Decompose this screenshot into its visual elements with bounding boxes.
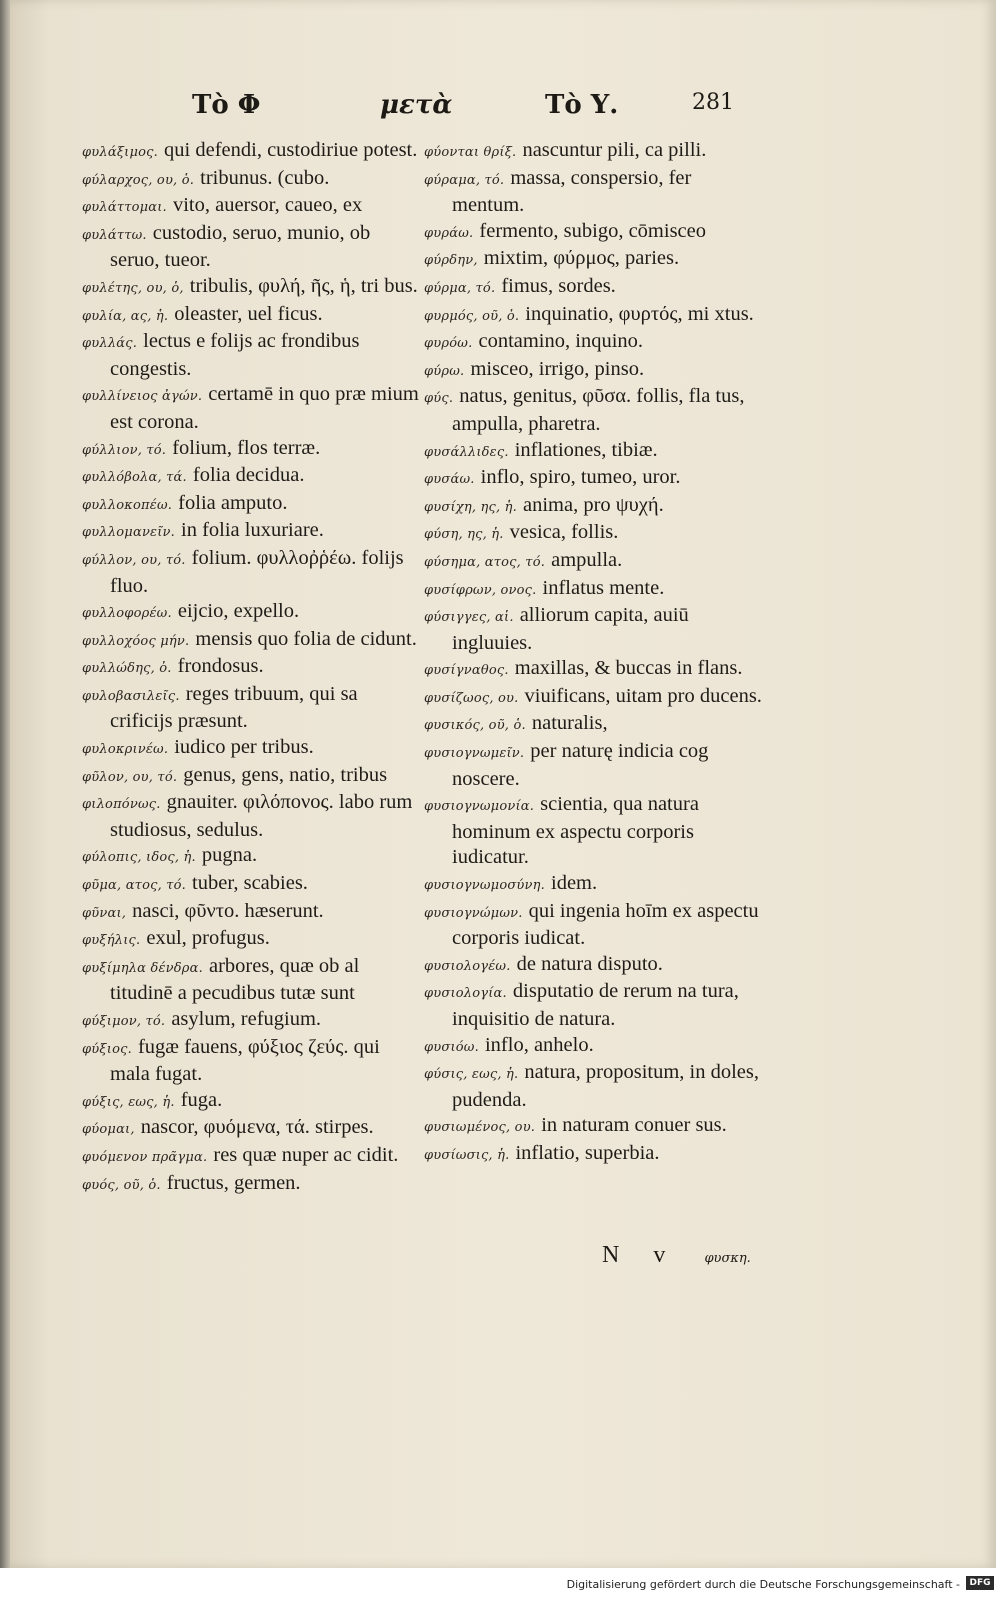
left-column	[82, 138, 422, 1198]
dictionary-entry	[424, 357, 762, 385]
latin-definition: disputatio de rerum na tura, inquisitio de natura.	[452, 980, 739, 1030]
latin-definition: eijcio, expello.	[177, 600, 300, 623]
latin-definition: nascuntur pili, ca pilli.	[522, 139, 707, 161]
latin-definition: folium, flos terræ.	[172, 436, 321, 459]
greek-headword: φύονται θρίξ.	[424, 145, 517, 160]
latin-definition: de natura disputo.	[516, 952, 663, 975]
dictionary-entry	[82, 599, 422, 627]
latin-definition: res quæ nuper ac cidit.	[213, 1143, 399, 1166]
dictionary-entry	[424, 603, 762, 656]
latin-definition: anima, pro ψυχή.	[523, 493, 664, 516]
latin-definition: exul, profugus.	[146, 927, 270, 950]
dictionary-entry	[424, 1060, 762, 1113]
dictionary-entry	[82, 1007, 422, 1035]
latin-definition: qui ingenia hoīm ex aspectu corporis iudicat.	[452, 899, 759, 950]
dictionary-entry	[82, 546, 422, 599]
dictionary-entry	[82, 1143, 422, 1171]
greek-headword: φυσίφρων, ονος.	[424, 582, 537, 598]
dictionary-entry	[424, 684, 762, 712]
greek-headword: φυλλίνειος ἀγών.	[82, 389, 203, 405]
greek-headword: φυσίχη, ης, ἡ.	[424, 499, 517, 515]
greek-headword: φυρόω.	[424, 336, 473, 352]
latin-definition: arbores, quæ ob al titudinē a pecudibus tutæ sunt	[110, 954, 360, 1005]
dictionary-entry	[424, 548, 762, 576]
dictionary-entry	[82, 790, 422, 843]
dictionary-entry	[424, 899, 762, 952]
dictionary-entry	[82, 926, 422, 954]
greek-headword: φῦμα, ατος, τό.	[82, 878, 186, 894]
latin-definition: in folia luxuriare.	[181, 519, 324, 542]
greek-headword: φυσιογνωμονία.	[424, 799, 535, 815]
latin-definition: tribulis, φυλή, ῆς, ἡ, tri bus.	[189, 274, 418, 297]
dictionary-entry	[82, 843, 422, 871]
greek-headword: φυσιογνώμων.	[424, 905, 523, 921]
greek-headword: φυσιογνωμεῖν.	[424, 746, 525, 762]
greek-headword: φυλία, ας, ἡ.	[82, 308, 169, 324]
page-footer	[602, 1242, 782, 1272]
dictionary-entry	[82, 735, 422, 763]
dictionary-entry	[82, 436, 422, 464]
latin-definition: frondosus.	[177, 655, 264, 678]
dfg-logo: DFG	[966, 1576, 994, 1590]
dictionary-entry	[424, 952, 762, 980]
greek-headword: φυόμενον πρᾶγμα.	[82, 1149, 208, 1165]
dictionary-entry	[82, 463, 422, 491]
greek-headword: φύς.	[424, 391, 454, 407]
latin-definition: nasci, φῦντο. hæserunt.	[132, 899, 324, 922]
latin-definition: per naturę indicia cog noscere.	[452, 740, 709, 790]
dictionary-entry	[424, 302, 762, 330]
dictionary-entry	[82, 1035, 422, 1088]
book-page	[10, 0, 996, 1568]
greek-headword: φυλοκρινέω.	[82, 742, 169, 758]
latin-definition: natura, propositum, in doles, pudenda.	[452, 1061, 760, 1111]
latin-definition: ampulla.	[551, 548, 623, 571]
greek-headword: φυλλώδης, ὁ.	[82, 661, 172, 677]
greek-headword: φυλοβασιλεῖς.	[82, 688, 180, 704]
greek-headword: φύση, ης, ἡ.	[424, 527, 504, 543]
greek-headword: φυξίμηλα δένδρα.	[82, 960, 203, 976]
greek-headword: φύξις, εως, ἡ.	[82, 1094, 175, 1110]
dictionary-entry	[424, 1033, 762, 1061]
latin-definition: asylum, refugium.	[171, 1008, 322, 1030]
dictionary-entry	[82, 138, 422, 166]
latin-definition: pugna.	[201, 844, 258, 867]
dictionary-entry	[424, 493, 762, 521]
greek-headword: φῦλον, ου, τό.	[82, 769, 178, 785]
greek-headword: φυσιολογέω.	[424, 958, 511, 974]
latin-definition: folium. φυλλοῤῥέω. folijs fluo.	[110, 546, 404, 597]
dictionary-entry	[424, 384, 762, 437]
dictionary-entry	[424, 1141, 762, 1169]
greek-headword: φύρμα, τό.	[424, 280, 496, 296]
greek-headword: φυσιωμένος, ου.	[424, 1120, 536, 1136]
dictionary-entry	[82, 954, 422, 1007]
dictionary-entry	[82, 682, 422, 735]
greek-headword: φυός, οῦ, ὁ.	[82, 1177, 161, 1193]
greek-headword: φύρω.	[424, 363, 465, 379]
greek-headword: φῦναι,	[82, 905, 127, 921]
header-middle: μετὰ	[380, 90, 453, 120]
dictionary-entry	[424, 520, 762, 548]
greek-headword: φυλλάς.	[82, 336, 138, 352]
dictionary-entry	[82, 193, 422, 221]
latin-definition: tribunus. (cubo.	[200, 166, 330, 189]
dictionary-entry	[424, 329, 762, 357]
latin-definition: mixtim, φύρμος, paries.	[483, 247, 680, 270]
latin-definition: naturalis,	[531, 712, 608, 735]
latin-definition: folia decidua.	[192, 464, 305, 487]
greek-headword: φύσημα, ατος, τό.	[424, 554, 546, 570]
latin-definition: folia amputo.	[178, 491, 288, 514]
greek-headword: φυλάττομαι.	[82, 200, 167, 216]
dictionary-entry	[82, 627, 422, 655]
dictionary-entry	[82, 274, 422, 302]
latin-definition: contamino, inquino.	[478, 330, 644, 353]
greek-headword: φιλοπόνως.	[82, 797, 161, 813]
dictionary-entry	[82, 518, 422, 546]
dictionary-entry	[424, 274, 762, 302]
latin-definition: custodio, seruo, munio, ob seruo, tueor.	[110, 221, 371, 272]
running-header	[180, 90, 960, 130]
greek-headword: φύλλον, ου, τό.	[82, 552, 186, 568]
greek-headword: φυσάλλιδες.	[424, 444, 509, 460]
latin-definition: inflo, anhelo.	[484, 1033, 594, 1056]
latin-definition: fugæ fauens, φύξιος ζεύς. qui mala fugat.	[110, 1035, 380, 1086]
greek-headword: φυσιογνωμοσύνη.	[424, 878, 545, 894]
latin-definition: fermento, subigo, cōmisceo	[479, 219, 707, 242]
greek-headword: φύραμα, τό.	[424, 172, 505, 188]
dictionary-entry	[82, 654, 422, 682]
dictionary-entry	[424, 979, 762, 1032]
greek-headword: φυλλομανεῖν.	[82, 525, 175, 541]
latin-definition: misceo, irrigo, pinso.	[470, 357, 645, 380]
latin-definition: certamē in quo præ mium est corona.	[110, 383, 419, 433]
dictionary-entry	[82, 382, 422, 435]
greek-headword: φυλλόβολα, τά.	[82, 470, 187, 486]
greek-headword: φυσίωσις, ἡ.	[424, 1147, 510, 1163]
latin-definition: iudico per tribus.	[174, 736, 314, 759]
dictionary-entry	[82, 1115, 422, 1143]
latin-definition: fructus, germen.	[166, 1171, 301, 1194]
greek-headword: φυσικός, οῦ, ὁ.	[424, 718, 526, 734]
latin-definition: tuber, scabies.	[192, 872, 308, 895]
latin-definition: massa, conspersio, fer mentum.	[452, 166, 692, 217]
catchword: φυσκη.	[704, 1251, 751, 1266]
greek-headword: φυλλοκοπέω.	[82, 497, 173, 513]
greek-headword: φυράω.	[424, 225, 474, 241]
greek-headword: φυσιόω.	[424, 1039, 479, 1055]
greek-headword: φυσίγναθος.	[424, 663, 509, 679]
greek-headword: φύξιος.	[82, 1041, 132, 1057]
greek-headword: φυλλοφορέω.	[82, 606, 172, 622]
latin-definition: lectus e folijs ac frondibus congestis.	[110, 330, 360, 380]
latin-definition: nascor, φυόμενα, τά. stirpes.	[140, 1116, 374, 1139]
dictionary-entry	[82, 491, 422, 519]
dictionary-entry	[82, 166, 422, 194]
latin-definition: inflatus mente.	[542, 576, 665, 599]
dictionary-entry	[424, 711, 762, 739]
latin-definition: maxillas, & buccas in flans.	[514, 657, 743, 680]
latin-definition: oleaster, uel ficus.	[174, 302, 323, 325]
latin-definition: alliorum capita, auiū ingluuies.	[452, 604, 689, 654]
greek-headword: φύλλιον, τό.	[82, 442, 167, 458]
dictionary-entry	[424, 576, 762, 604]
latin-definition: in naturam conuer sus.	[541, 1114, 727, 1137]
greek-headword: φύσις, εως, ἡ.	[424, 1067, 519, 1083]
dictionary-entry	[424, 871, 762, 899]
latin-definition: scientia, qua natura hominum ex aspectu corporis iudicatur.	[452, 793, 699, 869]
dictionary-entry	[82, 1088, 422, 1116]
latin-definition: qui defendi, custodiriue potest.	[164, 139, 418, 161]
latin-definition: mensis quo folia de cidunt.	[195, 627, 417, 650]
greek-headword: φύρδην,	[424, 253, 478, 269]
greek-headword: φυσιολογία.	[424, 986, 507, 1002]
dictionary-entry	[82, 871, 422, 899]
greek-headword: φύλαρχος, ου, ὁ.	[82, 172, 195, 188]
dictionary-entry	[82, 302, 422, 330]
dictionary-entry	[82, 221, 422, 274]
latin-definition: genus, gens, natio, tribus	[183, 763, 388, 786]
greek-headword: φυλάξιμος.	[82, 145, 158, 160]
latin-definition: fuga.	[180, 1088, 223, 1111]
dictionary-entry	[424, 138, 762, 166]
credit-text: Digitalisierung gefördert durch die Deutsche Forschungsgemeinschaft -	[566, 1578, 960, 1591]
latin-definition: fimus, sordes.	[501, 274, 616, 297]
digitization-credit	[0, 1568, 1000, 1599]
latin-definition: inflo, spiro, tumeo, uror.	[480, 466, 681, 489]
latin-definition: inflationes, tibiæ.	[514, 438, 658, 461]
dictionary-entry	[424, 438, 762, 466]
dictionary-entry	[424, 246, 762, 274]
greek-headword: φυλλοχόος μήν.	[82, 633, 190, 649]
greek-headword: φυσάω.	[424, 472, 475, 488]
dictionary-entry	[424, 739, 762, 792]
latin-definition: vesica, follis.	[509, 521, 619, 544]
dictionary-entry	[82, 763, 422, 791]
signature-mark: N v	[602, 1242, 680, 1268]
greek-headword: φύομαι,	[82, 1122, 135, 1138]
latin-definition: inflatio, superbia.	[515, 1141, 660, 1164]
dictionary-entry	[424, 656, 762, 684]
greek-headword: φύλοπις, ιδος, ἡ.	[82, 850, 196, 866]
greek-headword: φύσιγγες, αἱ.	[424, 610, 514, 626]
page-number: 281	[692, 90, 734, 115]
header-left: Τὸ Φ	[192, 90, 261, 120]
greek-headword: φυλέτης, ου, ὁ,	[82, 280, 184, 296]
greek-headword: φυλάττω.	[82, 227, 147, 243]
right-column	[424, 138, 762, 1169]
latin-definition: viuificans, uitam pro ducens.	[524, 684, 762, 707]
dictionary-entry	[424, 792, 762, 871]
latin-definition: inquinatio, φυρτός, mi xtus.	[525, 302, 754, 325]
dictionary-entry	[82, 1171, 422, 1199]
latin-definition: natus, genitus, φῦσα. follis, fla tus, ampulla, pharetra.	[452, 385, 745, 435]
greek-headword: φυξήλις.	[82, 933, 141, 949]
header-right: Τὸ Υ.	[545, 90, 619, 120]
latin-definition: reges tribuum, qui sa crificijs præsunt.	[110, 682, 358, 733]
latin-definition: gnauiter. φιλόπονος. labo rum studiosus, sedulus.	[110, 791, 413, 841]
dictionary-entry	[424, 1113, 762, 1141]
dictionary-entry	[82, 899, 422, 927]
latin-definition: vito, auersor, caueo, ex	[172, 194, 363, 217]
greek-headword: φύξιμον, τό.	[82, 1014, 166, 1029]
greek-headword: φυρμός, οῦ, ὁ.	[424, 308, 520, 324]
dictionary-entry	[424, 465, 762, 493]
dictionary-entry	[82, 329, 422, 382]
latin-definition: idem.	[551, 872, 598, 895]
dictionary-entry	[424, 166, 762, 219]
greek-headword: φυσίζωος, ου.	[424, 690, 519, 706]
dictionary-entry	[424, 219, 762, 247]
